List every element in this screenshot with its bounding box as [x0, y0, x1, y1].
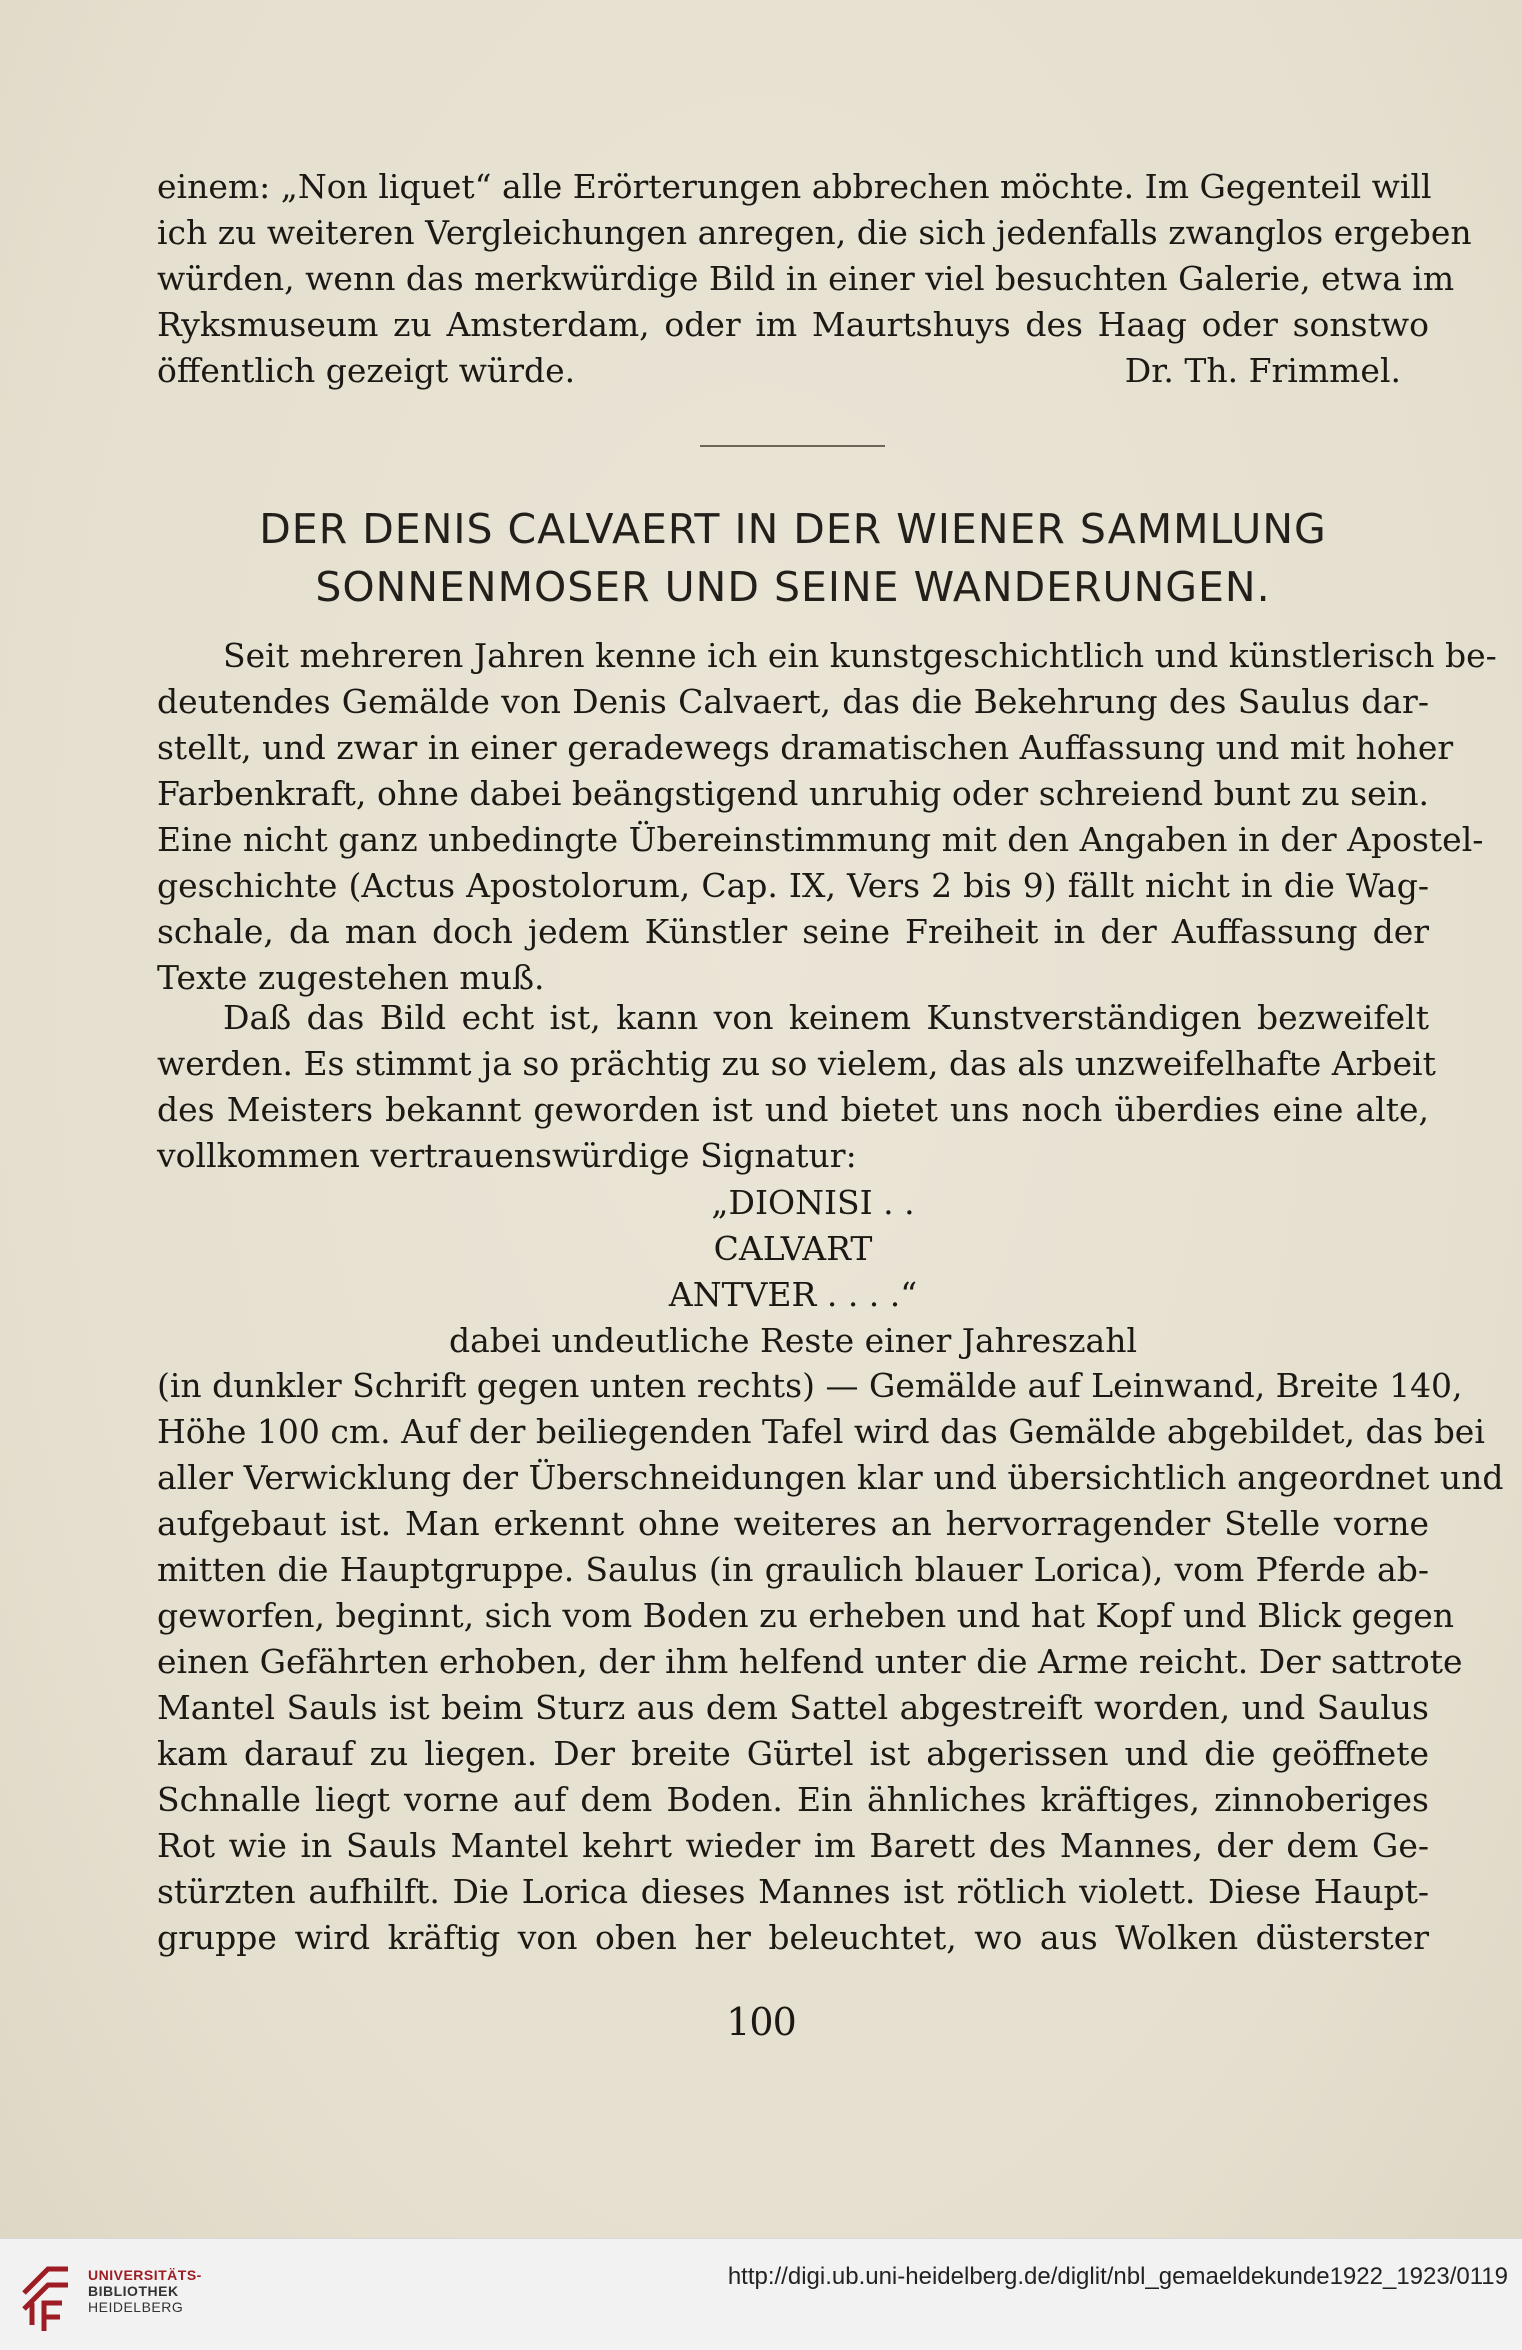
text-line: Texte zugestehen muß. [157, 958, 545, 997]
text-line: geschichte (Actus Apostolorum, Cap. IX, Vers 2 bis 9) fällt nicht in die Wag- [157, 866, 1429, 905]
text-line: Mantel Sauls ist beim Sturz aus dem Sattel abgestreift worden, und Saulus [157, 1688, 1429, 1727]
closing-line [157, 348, 1429, 394]
text-line: Höhe 100 cm. Auf der beiliegenden Tafel wird das Gemälde abgebildet, das bei [157, 1412, 1485, 1451]
paragraph [157, 633, 1497, 1001]
text-line: (in dunkler Schrift gegen unten rechts) — Gemälde auf Leinwand, Breite 140, [157, 1366, 1463, 1405]
text-line: geworfen, beginnt, sich vom Boden zu erheben und hat Kopf und Blick gegen [157, 1596, 1455, 1635]
text-line: mitten die Hauptgruppe. Saulus (in graulich blauer Lorica), vom Pferde ab- [157, 1550, 1429, 1589]
library-name-line: HEIDELBERG [88, 2299, 184, 2315]
text-line: kam darauf zu liegen. Der breite Gürtel ist abgerissen und die geöffnete [157, 1734, 1429, 1773]
page-number: 100 [726, 2000, 796, 2044]
signature-note: dabei undeutliche Reste einer Jahreszahl [448, 1321, 1138, 1360]
heading-line: SONNENMOSER UND SEINE WANDERUNGEN. [315, 563, 1271, 611]
text-line: einen Gefährten erhoben, der ihm helfend unter die Arme reicht. Der sattrote [157, 1642, 1463, 1681]
text-line: des Meisters bekannt geworden ist und bietet uns noch überdies eine alte, [157, 1090, 1429, 1129]
digitization-footer [0, 2238, 1522, 2350]
signature-line: ANTVER . . . .“ [668, 1275, 918, 1314]
text-line: würden, wenn das merkwürdige Bild in einer viel besuchten Galerie, etwa im [157, 259, 1455, 298]
paragraph [157, 1363, 1504, 1961]
text-line: Rot wie in Sauls Mantel kehrt wieder im Barett des Mannes, der dem Ge- [157, 1826, 1429, 1865]
library-name [88, 2267, 202, 2315]
text-line: Farbenkraft, ohne dabei beängstigend unruhig oder schreiend bunt zu sein. [157, 774, 1429, 813]
text-line: aufgebaut ist. Man erkennt ohne weiteres an hervorragender Stelle vorne [157, 1504, 1429, 1543]
text-line: Daß das Bild echt ist, kann von keinem Kunstverständigen bezweifelt [223, 998, 1429, 1037]
intro-paragraph [157, 164, 1472, 394]
library-name-line: UNIVERSITÄTS- [88, 2267, 202, 2283]
article-heading [157, 500, 1429, 616]
text-line: deutendes Gemälde von Denis Calvaert, das die Bekehrung des Saulus dar- [157, 682, 1429, 721]
text-line: gruppe wird kräftig von oben her beleuchtet, wo aus Wolken düsterster [157, 1918, 1429, 1957]
library-logo-icon [18, 2253, 74, 2335]
author-signature: Dr. Th. Frimmel. [1124, 351, 1401, 390]
text-line: einem: „Non liquet“ alle Erörterungen abbrechen möchte. Im Gegenteil will [157, 167, 1432, 206]
text-line: ich zu weiteren Vergleichungen anregen, die sich jedenfalls zwanglos ergeben [157, 213, 1472, 252]
text-line: stellt, und zwar in einer geradewegs dramatischen Auffassung und mit hoher [157, 728, 1454, 767]
heading-line: DER DENIS CALVAERT IN DER WIENER SAMMLUNG [259, 505, 1327, 553]
text-line: aller Verwicklung der Überschneidungen klar und übersichtlich angeordnet und [157, 1458, 1504, 1497]
text-line: Seit mehreren Jahren kenne ich ein kunstgeschichtlich und künstlerisch be- [223, 636, 1497, 675]
source-url-link[interactable]: http://digi.ub.uni-heidelberg.de/diglit/nbl_gemaeldekunde1922_1923/0119 [727, 2263, 1508, 2290]
signature-line: „DIONISI . . [711, 1183, 915, 1222]
paragraph [157, 995, 1436, 1179]
text-line: Schnalle liegt vorne auf dem Boden. Ein ähnliches kräftiges, zinnoberiges [157, 1780, 1429, 1819]
library-name-line: BIBLIOTHEK [88, 2283, 179, 2299]
painting-signature-quote [157, 1180, 1429, 1364]
text-line: öffentlich gezeigt würde. [157, 351, 576, 390]
text-line: stürzten aufhilft. Die Lorica dieses Mannes ist rötlich violett. Diese Haupt- [157, 1872, 1429, 1911]
text-line: werden. Es stimmt ja so prächtig zu so vielem, das als unzweifelhafte Arbeit [157, 1044, 1436, 1083]
text-line: Eine nicht ganz unbedingte Übereinstimmung mit den Angaben in der Apostel- [157, 820, 1484, 859]
signature-line: CALVART [713, 1229, 873, 1268]
text-line: vollkommen vertrauenswürdige Signatur: [157, 1136, 857, 1175]
section-divider [700, 445, 885, 447]
text-line: schale, da man doch jedem Künstler seine Freiheit in der Auffassung der [157, 912, 1429, 951]
text-line: Ryksmuseum zu Amsterdam, oder im Maurtshuys des Haag oder sonstwo [157, 305, 1429, 344]
